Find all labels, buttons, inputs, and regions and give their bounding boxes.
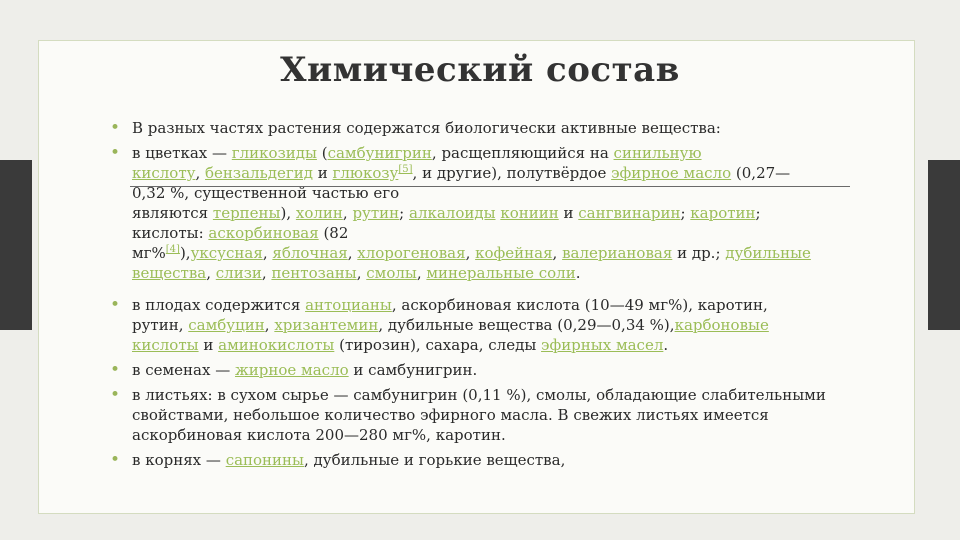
text-line <box>132 203 860 223</box>
text-fragment: ( <box>316 144 328 162</box>
text-fragment: и <box>558 204 579 222</box>
text-fragment: (82 <box>318 224 349 242</box>
term-link[interactable]: дубильные <box>725 244 811 262</box>
term-link[interactable]: карбоновые <box>674 316 769 334</box>
term-link[interactable]: бензальдегид <box>205 164 313 182</box>
term-link[interactable]: минеральные соли <box>426 264 576 282</box>
term-link[interactable]: холин <box>295 204 343 222</box>
text-fragment: . <box>575 264 581 282</box>
text-line <box>132 223 860 243</box>
text-line <box>132 385 860 405</box>
term-link[interactable]: уксусная <box>190 244 263 262</box>
page-title: Химический состав <box>280 50 680 90</box>
text-fragment: ), <box>280 204 296 222</box>
term-link[interactable]: пентозаны <box>271 264 357 282</box>
term-link[interactable]: антоцианы <box>305 296 392 314</box>
text-fragment: , <box>261 264 272 282</box>
text-fragment: , <box>264 316 275 334</box>
text-fragment: в семенах — <box>132 361 235 379</box>
text-line <box>132 183 860 203</box>
text-line <box>132 425 860 445</box>
term-link[interactable]: аминокислоты <box>218 336 335 354</box>
text-fragment: аскорбиновая кислота 200—280 мг%, каротин. <box>132 426 506 444</box>
term-link[interactable]: алкалоиды <box>409 204 496 222</box>
bullet-icon: • <box>110 295 121 315</box>
term-link[interactable]: хлорогеновая <box>357 244 466 262</box>
term-link[interactable]: глюкозу <box>332 164 399 182</box>
text-line <box>132 450 860 470</box>
bullet-icon: • <box>110 360 121 380</box>
left-edge-bar <box>0 160 32 330</box>
term-link[interactable]: кислоты <box>132 336 199 354</box>
text-line <box>132 315 860 335</box>
text-line <box>132 143 860 163</box>
text-fragment: . <box>663 336 669 354</box>
term-link[interactable]: сангвинарин <box>578 204 681 222</box>
text-fragment: (тирозин), сахара, следы <box>334 336 542 354</box>
text-fragment: 0,32 %, существенной частью его <box>132 184 400 202</box>
text-fragment: ; <box>399 204 409 222</box>
text-fragment: , <box>552 244 563 262</box>
text-fragment: свойствами, небольшое количество эфирного масла. В свежих листьях имеется <box>132 406 769 424</box>
reference-link[interactable]: [5] <box>398 164 413 175</box>
term-link[interactable]: терпены <box>212 204 281 222</box>
bullet-list <box>110 118 860 475</box>
text-fragment: в корнях — <box>132 451 226 469</box>
term-link[interactable]: эфирных масел <box>541 336 664 354</box>
list-item <box>110 360 860 380</box>
term-link[interactable]: кониин <box>500 204 559 222</box>
text-fragment: , <box>206 264 216 282</box>
text-fragment: и <box>198 336 219 354</box>
list-item <box>110 450 860 470</box>
term-link[interactable]: эфирное масло <box>611 164 732 182</box>
list-item <box>110 143 860 283</box>
text-fragment: , дубильные вещества (0,29—0,34 %), <box>378 316 675 334</box>
text-fragment: ), <box>179 244 191 262</box>
list-item <box>110 385 860 445</box>
text-fragment: , аскорбиновая кислота (10—49 мг%), каротин, <box>391 296 768 314</box>
text-line <box>132 263 860 283</box>
text-fragment: и самбунигрин. <box>348 361 478 379</box>
text-fragment: , дубильные и горькие вещества, <box>304 451 566 469</box>
term-link[interactable]: кофейная <box>475 244 553 262</box>
term-link[interactable]: слизи <box>215 264 262 282</box>
term-link[interactable]: кислоту <box>132 164 196 182</box>
bullet-icon: • <box>110 385 121 405</box>
list-item <box>110 118 860 138</box>
bullet-icon: • <box>110 450 121 470</box>
text-line <box>132 295 860 315</box>
right-edge-bar <box>928 160 960 330</box>
text-fragment: , <box>465 244 476 262</box>
text-fragment: ; <box>680 204 691 222</box>
text-line <box>132 405 860 425</box>
bullet-icon: • <box>110 118 121 138</box>
term-link[interactable]: гликозиды <box>231 144 317 162</box>
term-link[interactable]: самбунигрин <box>327 144 432 162</box>
text-fragment: в плодах содержится <box>132 296 306 314</box>
text-fragment: кислоты: <box>132 224 209 242</box>
text-line <box>132 360 860 380</box>
text-fragment: , <box>342 204 353 222</box>
term-link[interactable]: смолы <box>366 264 417 282</box>
text-fragment: и <box>312 164 333 182</box>
term-link[interactable]: синильную <box>613 144 702 162</box>
term-link[interactable]: самбуцин <box>188 316 265 334</box>
term-link[interactable]: вещества <box>132 264 207 282</box>
text-fragment: в цветках — <box>132 144 232 162</box>
text-line <box>132 335 860 355</box>
term-link[interactable]: жирное масло <box>234 361 349 379</box>
text-fragment: и др.; <box>672 244 726 262</box>
term-link[interactable]: аскорбиновая <box>208 224 319 242</box>
reference-link[interactable]: [4] <box>165 244 180 255</box>
text-fragment: (0,27— <box>731 164 791 182</box>
text-fragment: , расщепляющийся на <box>431 144 614 162</box>
text-fragment: ; <box>755 204 761 222</box>
text-line <box>132 163 860 183</box>
term-link[interactable]: хризантемин <box>274 316 379 334</box>
text-fragment: , <box>416 264 427 282</box>
text-fragment: в листьях: в сухом сырье — самбунигрин (0,11 %), смолы, обладающие слабительными <box>132 386 826 404</box>
term-link[interactable]: яблочная <box>272 244 348 262</box>
text-fragment: В разных частях растения содержатся биологически активные вещества: <box>132 119 721 137</box>
term-link[interactable]: валериановая <box>562 244 673 262</box>
bullet-icon: • <box>110 143 121 163</box>
text-fragment: мг% <box>132 244 166 262</box>
text-line <box>132 118 860 138</box>
text-fragment: , и другие), полутвёрдое <box>412 164 612 182</box>
term-link[interactable]: рутин <box>352 204 400 222</box>
list-item <box>110 295 860 355</box>
text-fragment: , <box>347 244 358 262</box>
text-line <box>132 243 860 263</box>
text-fragment: , <box>356 264 367 282</box>
text-fragment: , <box>262 244 273 262</box>
term-link[interactable]: каротин <box>690 204 756 222</box>
term-link[interactable]: сапонины <box>225 451 304 469</box>
text-fragment: являются <box>132 204 213 222</box>
text-fragment: , <box>195 164 206 182</box>
text-fragment: рутин, <box>132 316 189 334</box>
